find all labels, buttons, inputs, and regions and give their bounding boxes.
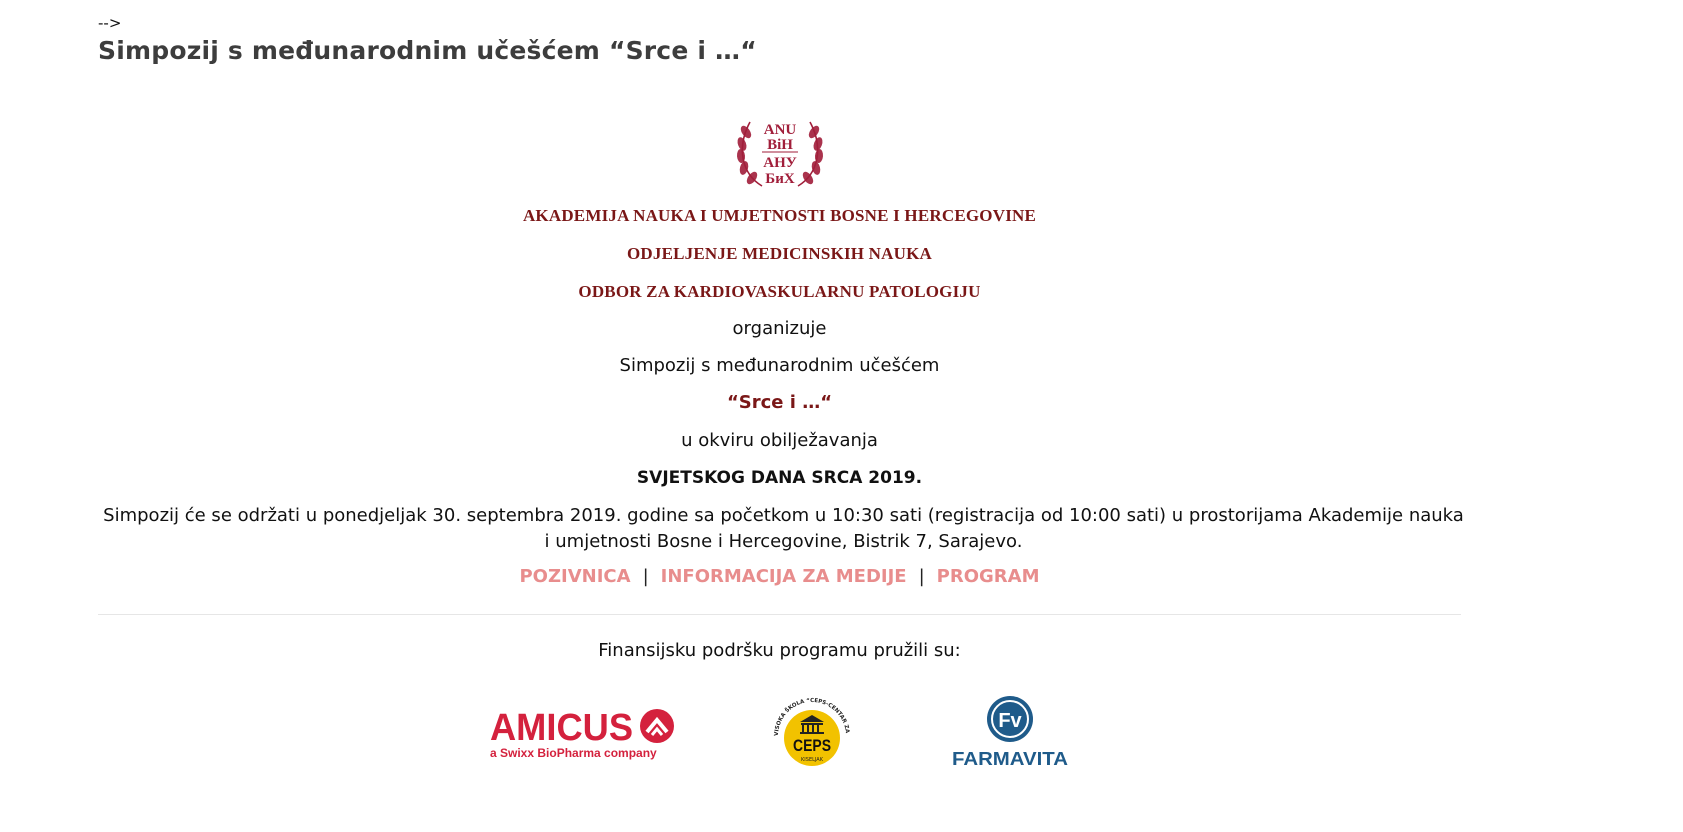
amicus-chevron-icon bbox=[640, 709, 674, 743]
sponsors-heading: Finansijsku podršku programu pružili su: bbox=[598, 640, 961, 661]
link-separator: | bbox=[642, 566, 649, 587]
ceps-ring-text: VISOKA ŠKOLA “CEPS-CENTAR ZA bbox=[773, 697, 850, 737]
crest-line-3: АНУ bbox=[762, 155, 797, 171]
section-divider bbox=[98, 614, 1461, 615]
link-informacija-za-medije[interactable]: INFORMACIJA ZA MEDIJE bbox=[660, 566, 907, 587]
stray-comment-text: --> bbox=[98, 14, 122, 32]
org-name-academy: AKADEMIJA NAUKA I UMJETNOSTI BOSNE I HERCEGOVINE bbox=[522, 206, 1037, 225]
academy-crest bbox=[98, 112, 1461, 194]
occasion-text: SVJETSKOG DANA SRCA 2019. bbox=[636, 468, 923, 488]
laurel-wreath-icon bbox=[732, 112, 828, 194]
sponsor-farmavita-logo[interactable] bbox=[950, 694, 1074, 774]
farmavita-monogram: Fv bbox=[998, 710, 1022, 732]
ceps-wordmark: CEPS bbox=[793, 736, 831, 755]
amicus-wordmark: AMICUS bbox=[490, 707, 633, 749]
sponsor-amicus-logo[interactable] bbox=[490, 704, 680, 768]
org-name-department: ODJELJENJE MEDICINSKIH NAUKA bbox=[626, 244, 933, 263]
event-details: Simpozij će se održati u ponedjeljak 30. septembra 2019. godine sa početkom u 10:30 sati (registracija od 10:00 sati) u prostorijama Akademije nauka i umjetnosti Bosne i Hercegovine, Bistrik 7, Sarajevo. bbox=[103, 505, 1464, 552]
link-separator: | bbox=[918, 566, 925, 587]
sponsor-ceps-logo[interactable] bbox=[768, 694, 858, 778]
document-links bbox=[98, 566, 1461, 587]
symposium-text: Simpozij s međunarodnim učešćem bbox=[619, 355, 940, 376]
org-name-committee: ODBOR ZA KARDIOVASKULARNU PATOLOGIJU bbox=[578, 282, 981, 301]
organizes-text: organizuje bbox=[732, 318, 827, 339]
crest-line-2: BiH bbox=[766, 137, 793, 153]
link-program[interactable]: PROGRAM bbox=[936, 566, 1040, 587]
page-title: Simpozij s međunarodnim učešćem “Srce i …“ bbox=[98, 36, 757, 65]
crest-line-4: БиХ bbox=[764, 171, 795, 187]
ceps-bottom-text: KISELJAK bbox=[801, 757, 823, 763]
farmavita-wordmark: FARMAVITA bbox=[952, 749, 1068, 769]
link-pozivnica[interactable]: POZIVNICA bbox=[519, 566, 631, 587]
amicus-tagline: a Swixx BioPharma company bbox=[490, 746, 657, 760]
symposium-name: “Srce i …“ bbox=[726, 392, 833, 413]
within-text: u okviru obilježavanja bbox=[681, 430, 878, 451]
farmavita-monogram-icon bbox=[987, 696, 1033, 742]
crest-line-1: ANU bbox=[763, 122, 796, 138]
